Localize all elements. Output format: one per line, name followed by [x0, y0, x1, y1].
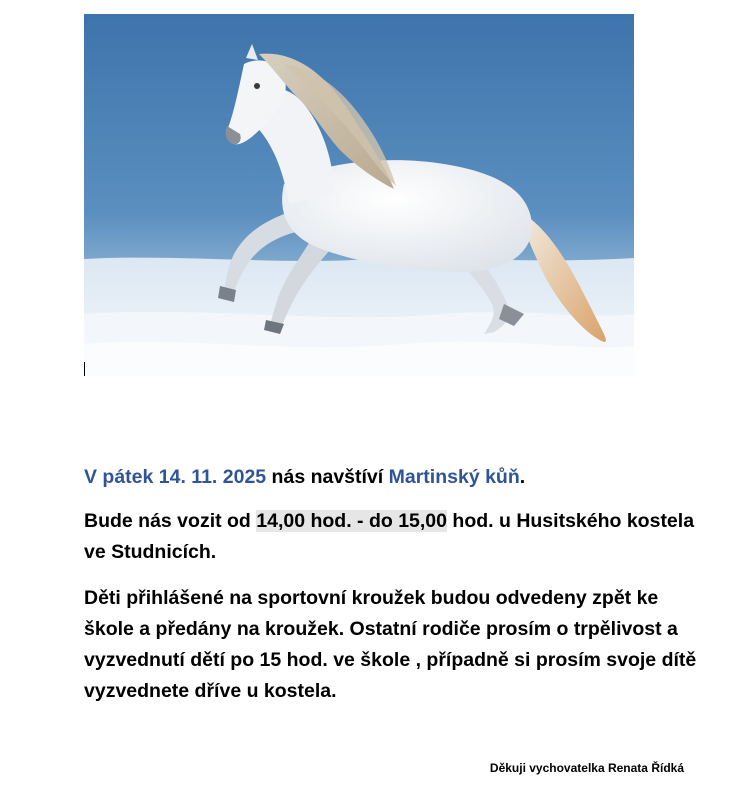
horse-photo: [84, 14, 634, 376]
line1-end: .: [519, 466, 526, 488]
text-cursor: [84, 362, 85, 376]
announcement-paragraph-time: [84, 506, 704, 568]
ride-place: hod. u Husitského kostela ve Studnicích.: [84, 510, 695, 563]
signature: Děkuji vychovatelka Renata Řídká: [489, 761, 684, 775]
horse-in-snow-illustration: [84, 14, 634, 376]
ride-intro: Bude nás vozit od: [84, 510, 257, 532]
visit-date: V pátek 14. 11. 2025: [84, 466, 267, 488]
announcement-line-1: [84, 462, 704, 493]
guest-name: Martinský kůň: [388, 466, 520, 488]
ride-time: 14,00 hod. - do 15,00: [256, 510, 447, 532]
visit-text: nás navštíví: [266, 466, 389, 488]
announcement-paragraph-pickup: Děti přihlášené na sportovní kroužek budou odvedeny zpět ke škole a předány na kroužek. Ostatní rodiče prosím o trpělivost a vyzvednutí dětí po 15 hod. ve škole , případně si prosím svoje dítě vyzvednete dříve u kostela.: [84, 587, 697, 702]
